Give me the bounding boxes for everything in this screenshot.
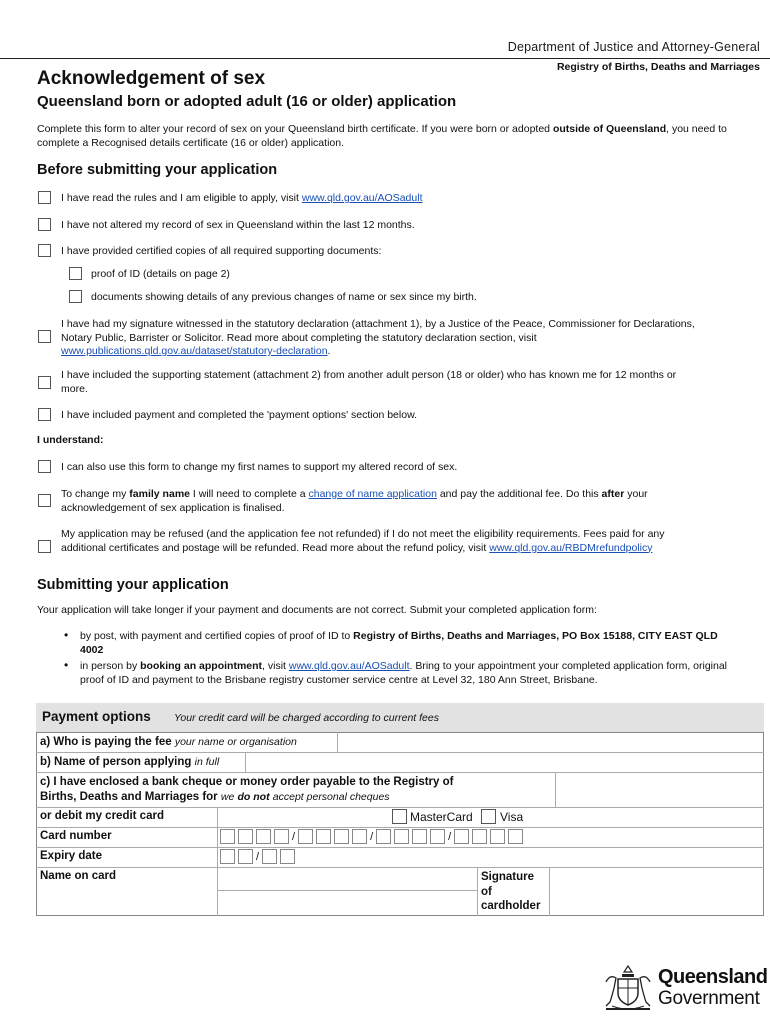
expiry-label: Expiry date bbox=[40, 850, 102, 862]
coat-of-arms-icon bbox=[600, 962, 656, 1014]
checkbox-supporting-statement-label: I have included the supporting statement (attachment 2) from another adult person (18 or older) who has known me for 12 months or more. bbox=[61, 369, 677, 395]
expiry-digit[interactable] bbox=[262, 849, 277, 864]
card-digit[interactable] bbox=[430, 829, 445, 844]
card-digit[interactable] bbox=[220, 829, 235, 844]
mastercard-label: MasterCard bbox=[410, 810, 473, 824]
expiry-digit[interactable] bbox=[280, 849, 295, 864]
card-number-boxes bbox=[220, 829, 523, 844]
submitting-heading: Submitting your application bbox=[37, 577, 229, 593]
checkbox-payment[interactable] bbox=[38, 408, 51, 421]
card-digit[interactable] bbox=[316, 829, 331, 844]
checkbox-name-changes[interactable] bbox=[69, 290, 82, 303]
checkbox-supporting-statement[interactable] bbox=[38, 376, 51, 389]
stat-dec-link[interactable]: www.publications.qld.gov.au/dataset/statutory-declaration bbox=[61, 345, 328, 357]
change-of-name-link[interactable]: change of name application bbox=[308, 488, 437, 500]
card-digit[interactable] bbox=[472, 829, 487, 844]
checkbox-family-name-label: To change my family name I will need to complete a change of name application and pay the additional fee. Do this after your acknowledgement of sex application is finalised. bbox=[61, 488, 648, 514]
checkbox-documents[interactable] bbox=[38, 244, 51, 257]
debit-card-label: or debit my credit card bbox=[40, 810, 164, 822]
logo-queensland: Queensland bbox=[658, 966, 768, 988]
checkbox-family-name[interactable] bbox=[38, 494, 51, 507]
card-digit[interactable] bbox=[376, 829, 391, 844]
name-on-card-label: Name on card bbox=[40, 870, 117, 882]
card-digit[interactable] bbox=[352, 829, 367, 844]
cheque-amount-input[interactable] bbox=[556, 773, 763, 807]
signature-label: Signature of cardholder bbox=[481, 871, 541, 912]
payment-title: Payment options bbox=[42, 709, 151, 724]
row-divider bbox=[36, 847, 764, 848]
payer-input[interactable] bbox=[338, 733, 763, 752]
header-rule bbox=[0, 58, 770, 59]
card-digit[interactable] bbox=[490, 829, 505, 844]
intro-paragraph: Complete this form to alter your record of sex on your Queensland birth certificate. If you were born or adopted outside of Queensland, you need to complete a Recognised details certificate (16 or older) application. bbox=[37, 123, 727, 149]
checkbox-proof-id[interactable] bbox=[69, 267, 82, 280]
expiry-boxes bbox=[220, 849, 295, 864]
cheque-label: c) I have enclosed a bank cheque or money order payable to the Registry of Births, Deaths and Marriages for we do not accept personal cheques bbox=[40, 776, 454, 803]
understand-heading: I understand: bbox=[37, 434, 104, 446]
refund-policy-link[interactable]: www.qld.gov.au/RBDMrefundpolicy bbox=[489, 541, 653, 554]
department-name: Department of Justice and Attorney-General bbox=[507, 40, 760, 54]
signature-field[interactable] bbox=[550, 868, 763, 915]
checkbox-first-names-label: I can also use this form to change my first names to support my altered record of sex. bbox=[61, 461, 458, 473]
qld-government-logo bbox=[600, 962, 768, 1014]
checkbox-refusal[interactable] bbox=[38, 540, 51, 553]
checkbox-proof-id-label: proof of ID (details on page 2) bbox=[91, 268, 230, 280]
payment-subtitle: Your credit card will be charged according to current fees bbox=[174, 712, 439, 724]
visa-label: Visa bbox=[500, 810, 524, 824]
name-on-card-input[interactable] bbox=[218, 868, 476, 915]
submit-in-person: in person by booking an appointment, visit www.qld.gov.au/AOSadult. Bring to your appointment your completed application form, original proof of ID and payment to the Brisbane registry customer service centre at Level 32, 180 Ann Street, Brisbane. bbox=[80, 660, 728, 686]
row-divider bbox=[36, 827, 764, 828]
bullet-icon: • bbox=[64, 628, 69, 642]
card-digit[interactable] bbox=[454, 829, 469, 844]
card-digit[interactable] bbox=[508, 829, 523, 844]
expiry-digit[interactable] bbox=[238, 849, 253, 864]
row-divider bbox=[36, 807, 764, 808]
bullet-icon: • bbox=[64, 658, 69, 672]
checkbox-stat-dec[interactable] bbox=[38, 330, 51, 343]
separator: / bbox=[370, 830, 374, 843]
checkbox-name-changes-label: documents showing details of any previous changes of name or sex since my birth. bbox=[91, 291, 477, 303]
checkbox-first-names[interactable] bbox=[38, 460, 51, 473]
submitting-intro: Your application will take longer if your payment and documents are not correct. Submit your completed application form: bbox=[37, 604, 597, 616]
aos-adult-link[interactable]: www.qld.gov.au/AOSadult bbox=[301, 192, 423, 204]
page-title: Acknowledgement of sex bbox=[37, 68, 266, 89]
submit-by-post: by post, with payment and certified copies of proof of ID to Registry of Births, Deaths and Marriages, PO Box 15188, CITY EAST QLD 4002 bbox=[80, 630, 718, 656]
card-digit[interactable] bbox=[274, 829, 289, 844]
payer-label: a) Who is paying the fee your name or organisation bbox=[40, 736, 297, 748]
checkbox-payment-label: I have included payment and completed the 'payment options' section below. bbox=[61, 409, 417, 421]
checkbox-not-altered-label: I have not altered my record of sex in Queensland within the last 12 months. bbox=[61, 219, 415, 231]
separator: / bbox=[448, 830, 452, 843]
page-subtitle: Queensland born or adopted adult (16 or older) application bbox=[37, 93, 457, 110]
registry-name: Registry of Births, Deaths and Marriages bbox=[556, 61, 760, 73]
mastercard-checkbox[interactable] bbox=[392, 809, 407, 824]
card-digit[interactable] bbox=[256, 829, 271, 844]
logo-government: Government bbox=[658, 988, 760, 1009]
checkbox-rules-label: I have read the rules and I am eligible to apply, visit www.qld.gov.au/AOSadult bbox=[61, 192, 423, 204]
checkbox-not-altered[interactable] bbox=[38, 218, 51, 231]
card-digit[interactable] bbox=[412, 829, 427, 844]
card-digit[interactable] bbox=[298, 829, 313, 844]
card-digit[interactable] bbox=[394, 829, 409, 844]
checkbox-refusal-label: My application may be refused (and the application fee not refunded) if I do not meet the eligibility requirements. Fees paid for any additional certificates and postage will be refunded. Read more about the refund policy, visit www.qld.gov.au/RBDMrefundpolicy bbox=[61, 528, 665, 554]
card-digit[interactable] bbox=[238, 829, 253, 844]
expiry-digit[interactable] bbox=[220, 849, 235, 864]
aos-adult-link-2[interactable]: www.qld.gov.au/AOSadult bbox=[288, 660, 410, 672]
separator: / bbox=[256, 850, 260, 863]
col-divider bbox=[477, 867, 478, 916]
checkbox-stat-dec-label: I have had my signature witnessed in the statutory declaration (attachment 1), by a Justice of the Peace, Commissioner for Declarations, Notary Public, Barrister or Solicitor. Read more about completing the statutory declaration section, visit www.publications.qld.gov.au/dataset/statutory-declaration. bbox=[61, 318, 695, 357]
applicant-input[interactable] bbox=[246, 753, 763, 772]
visa-checkbox[interactable] bbox=[481, 809, 496, 824]
card-number-label: Card number bbox=[40, 830, 112, 842]
checkbox-rules[interactable] bbox=[38, 191, 51, 204]
checkbox-documents-label: I have provided certified copies of all required supporting documents: bbox=[61, 245, 382, 257]
applicant-label: b) Name of person applying in full bbox=[40, 756, 220, 768]
separator: / bbox=[292, 830, 296, 843]
card-digit[interactable] bbox=[334, 829, 349, 844]
before-heading: Before submitting your application bbox=[37, 162, 278, 178]
